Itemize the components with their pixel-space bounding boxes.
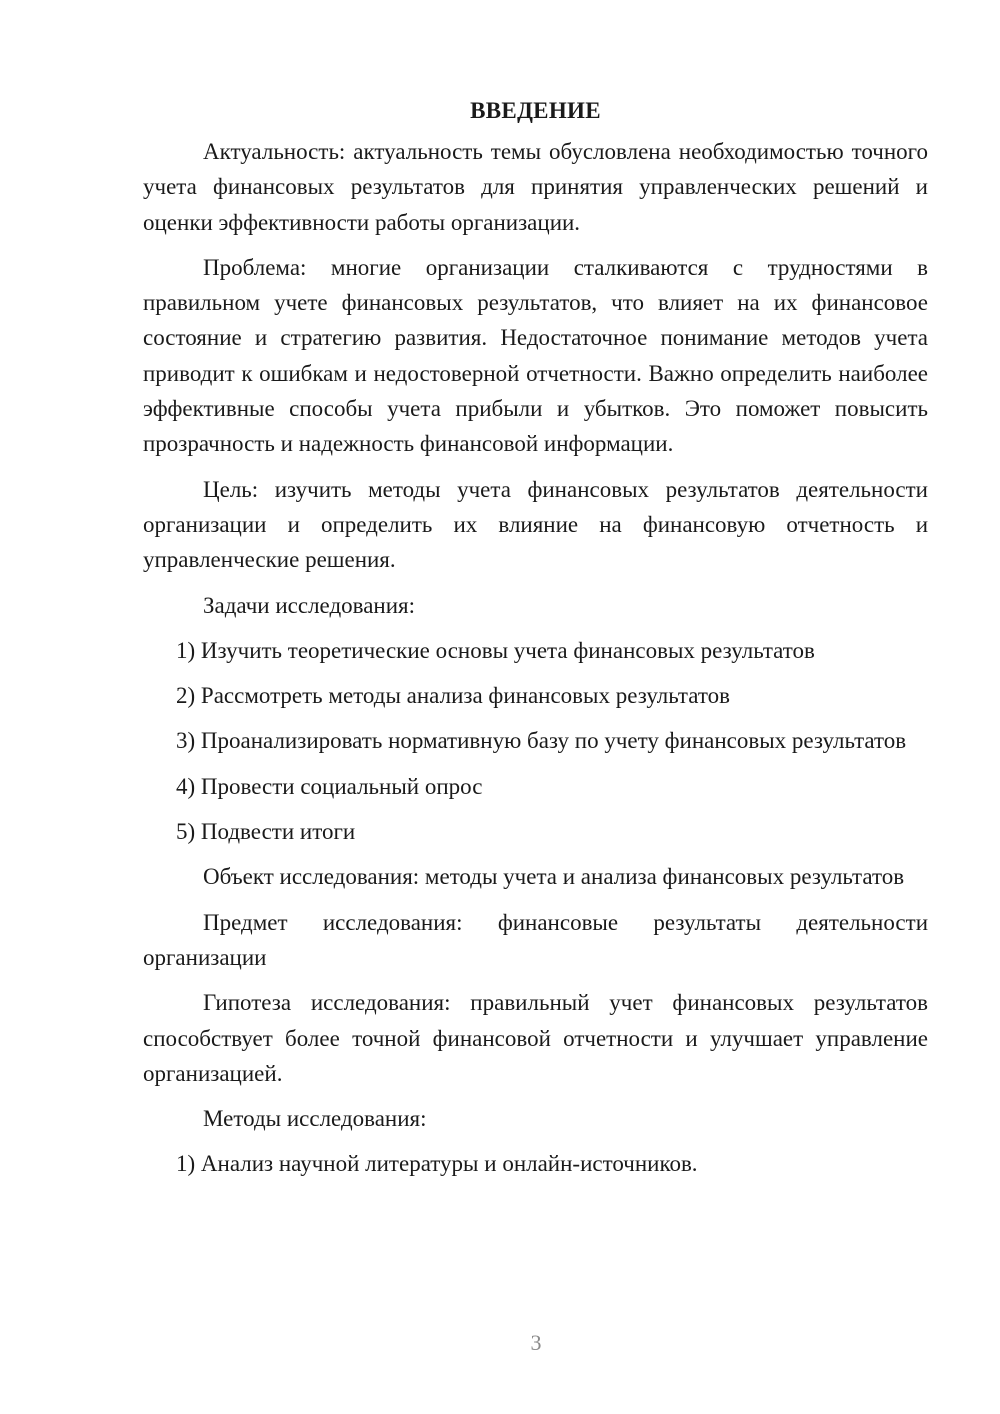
task-item: 5) Подвести итоги	[176, 819, 356, 845]
section-title: ВВЕДЕНИЕ	[470, 98, 601, 123]
method-item: 1) Анализ научной литературы и онлайн-источников.	[176, 1151, 698, 1177]
goal-paragraph: Цель: изучить методы учета финансовых результатов деятельности организации и определить их влияние на финансовую отчетность и управленческие решения.	[143, 476, 928, 573]
page-number: 3	[530, 1330, 542, 1355]
relevance-paragraph: Актуальность: актуальность темы обусловлена необходимостью точного учета финансовых результатов для принятия управленческих решений и оценки эффективности работы организации.	[143, 139, 928, 235]
tasks-heading: Задачи исследования:	[203, 592, 416, 618]
task-item: 4) Провести социальный опрос	[176, 773, 483, 799]
task-item: 3) Проанализировать нормативную базу по учету финансовых результатов	[176, 728, 907, 754]
object-paragraph: Объект исследования: методы учета и анализа финансовых результатов	[203, 864, 905, 890]
task-item: 2) Рассмотреть методы анализа финансовых результатов	[176, 683, 730, 709]
methods-heading: Методы исследования:	[203, 1106, 427, 1132]
task-item: 1) Изучить теоретические основы учета финансовых результатов	[176, 637, 815, 663]
page-content	[143, 96, 928, 1192]
problem-paragraph: Проблема: многие организации сталкиваются с трудностями в правильном учете финансовых результатов, что влияет на их финансовое состояние и стратегию развития. Недостаточное понимание методов учета приводит к ошибкам и недостоверной отчетности. Важно определить наиболее эффективные способы учета прибыли и убытков. Это поможет повысить прозрачность и надежность финансовой информации.	[143, 254, 928, 457]
subject-paragraph: Предмет исследования: финансовые результаты деятельности организации	[143, 909, 928, 970]
hypothesis-paragraph: Гипотеза исследования: правильный учет финансовых результатов способствует более точной финансовой отчетности и улучшает управление организацией.	[143, 990, 928, 1086]
